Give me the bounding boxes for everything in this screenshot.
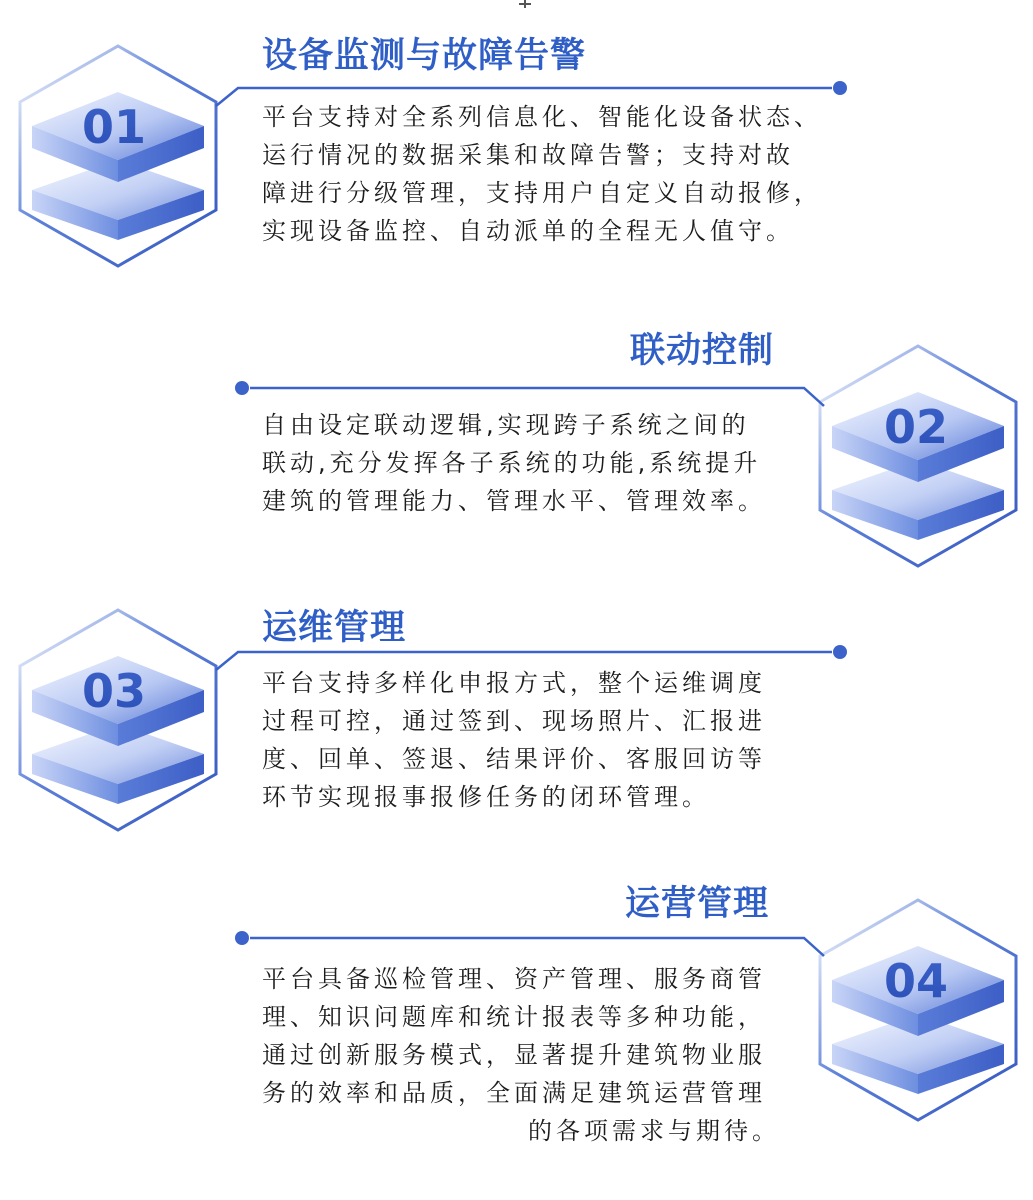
description-line: 平台支持多样化申报方式，整个运维调度 [262,669,766,697]
description-line: 平台支持对全系列信息化、智能化设备状态、 [262,103,822,131]
section-description [262,98,822,250]
description-line: 环节实现报事报修任务的闭环管理。 [262,783,710,811]
description-line: 过程可控，通过签到、现场照片、汇报进 [262,707,766,735]
badge-number: 02 [883,400,949,454]
section-title: 联动控制 [630,331,775,371]
description-line: 通过创新服务模式，显著提升建筑物业服 [262,1041,766,1069]
section-02 [0,300,1033,570]
connector-line [232,928,832,958]
section-title: 运营管理 [625,884,770,924]
badge-03 [12,604,224,854]
section-title: 运维管理 [262,608,407,648]
hexagon-layer-stack-icon [812,340,1024,570]
description-line: 度、回单、签退、结果评价、客服回访等 [262,745,766,773]
section-description [262,664,766,816]
badge-04 [812,894,1024,1144]
description-line: 务的效率和品质，全面满足建筑运营管理 [262,1079,766,1107]
section-04 [0,870,1033,1190]
description-line: 运行情况的数据采集和故障告警；支持对故 [262,141,794,169]
description-line: 的各项需求与期待。 [528,1117,780,1145]
section-description [262,960,780,1150]
hexagon-layer-stack-icon [812,894,1024,1124]
description-line: 建筑的管理能力、管理水平、管理效率。 [262,487,766,515]
section-title: 设备监测与故障告警 [262,36,587,76]
hexagon-layer-stack-icon [12,40,224,270]
badge-01 [12,40,224,290]
badge-number: 04 [883,954,949,1008]
description-line: 联动,充分发挥各子系统的功能,系统提升 [262,449,762,477]
description-line: 平台具备巡检管理、资产管理、服务商管 [262,965,766,993]
connector-line [232,378,832,408]
description-line: 实现设备监控、自动派单的全程无人值守。 [262,217,794,245]
section-03 [0,580,1033,860]
section-01 [0,0,1033,290]
badge-02 [812,340,1024,590]
badge-number: 03 [81,664,147,718]
description-line: 理、知识问题库和统计报表等多种功能， [262,1003,766,1031]
badge-number: 01 [81,100,147,154]
description-line: 自由设定联动逻辑,实现跨子系统之间的 [262,411,750,439]
description-line: 障进行分级管理，支持用户自定义自动报修， [262,179,822,207]
section-description [262,406,766,520]
hexagon-layer-stack-icon [12,604,224,834]
